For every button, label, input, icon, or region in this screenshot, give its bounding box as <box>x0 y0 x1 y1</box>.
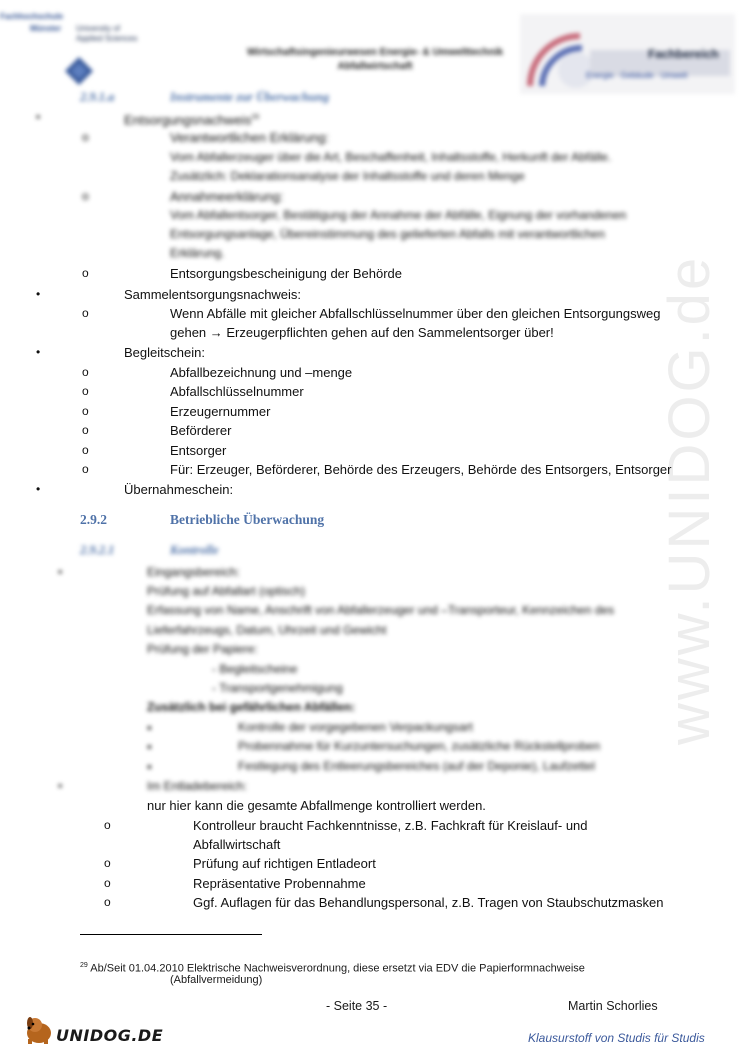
list-item: gehen → Erzeugerpflichten gehen auf den Sammelentsorger über! <box>170 325 554 340</box>
bullet: o <box>104 876 111 890</box>
list-item: Für: Erzeuger, Beförderer, Behörde des Erzeugers, Behörde des Entsorgers, Entsorger <box>170 462 672 477</box>
bullet: ▪ <box>147 720 152 735</box>
header-title-line1: Wirtschaftsingenieurwesen Energie- & Umwelttechnik <box>246 47 504 58</box>
list-item: Probennahme für Kurzuntersuchungen, zusätzliche Rückstellproben <box>238 739 601 753</box>
uni-name-line2b: University of <box>76 24 121 33</box>
bullet: ▪ <box>147 739 152 754</box>
list-item: Entsorgungsbescheinigung der Behörde <box>170 266 403 281</box>
list-item: Prüfung der Papiere: <box>147 642 258 656</box>
list-item: Zusätzlich bei gefährlichen Abfällen: <box>147 700 356 714</box>
uni-name-line2: Münster <box>30 24 62 33</box>
fachbereich-sub: Energie · Gebäude · Umwelt <box>586 71 688 80</box>
bullet: o <box>82 384 89 399</box>
list-item: Lieferfahrzeugs, Datum, Uhrzeit und Gewicht <box>147 623 387 637</box>
list-item: Ggf. Auflagen für das Behandlungspersonal, z.B. Tragen von Staubschutzmasken <box>193 895 664 910</box>
entsorgungsnachweis-label: Entsorgungsnachweis$^{29}$ <box>124 112 259 128</box>
list-item: Abfallschlüsselnummer <box>170 384 304 400</box>
list-item: Festlegung des Entleerungsbereiches (auf der Deponie), Laufzettel <box>238 759 595 773</box>
uni-name-line3: Applied Sciences <box>76 34 138 43</box>
author: Martin Schorlies <box>568 999 658 1013</box>
bullet: o <box>82 423 89 438</box>
begleitschein-label: Begleitschein: <box>124 345 205 360</box>
section-title: Kontrolle <box>170 543 219 557</box>
list-item: Entsorgungsanlage, Übereinstimmung des gelieferten Abfalls mit verantwortlichen <box>170 227 605 241</box>
fachbereich-label: Fachbereich <box>648 47 719 61</box>
page-number: - Seite 35 - <box>326 999 388 1013</box>
list-item: Vom Abfallerzeuger über die Art, Beschaffenheit, Inhaltsstoffe, Herkunft der Abfälle. <box>170 150 612 164</box>
section-title: Instrumente zur Überwachung <box>170 90 330 104</box>
list-item: Kontrolleur braucht Fachkenntnisse, z.B. Fachkraft für Kreislauf- und <box>193 818 588 833</box>
bullet: • <box>36 345 41 359</box>
bullet: o <box>82 442 89 457</box>
list-item: Erzeugernummer <box>170 403 271 419</box>
list-item: Prüfung auf Abfallart (optisch) <box>147 584 306 598</box>
list-item: Erklärung. <box>170 246 225 260</box>
bullet: • <box>58 779 63 793</box>
tagline: Klausurstoff von Studis für Studis <box>528 1031 705 1045</box>
list-item: Erfassung von Name, Anschrift von Abfallerzeuger und –Transporteur, Kennzeichen des <box>147 603 615 617</box>
bullet: • <box>36 482 41 496</box>
bullet: o <box>82 306 89 320</box>
uebernahmeschein-label: Übernahmeschein: <box>124 482 234 497</box>
footnote-divider <box>80 934 262 935</box>
list-item: Beförderer <box>170 423 232 439</box>
bullet: • <box>36 110 41 124</box>
dog-mascot-icon <box>22 1013 56 1045</box>
bullet: • <box>36 287 41 301</box>
header-title-line2: Abfallwirtschaft <box>337 61 413 72</box>
bullet: o <box>82 266 89 280</box>
list-item: Entsorger <box>170 442 227 458</box>
list-item: Annahmeerklärung: <box>170 189 284 204</box>
list-item: Wenn Abfälle mit gleicher Abfallschlüsselnummer über den gleichen Entsorgungsweg <box>170 306 661 321</box>
logo-text[interactable]: UNIDOG.DE <box>56 1026 164 1045</box>
bullet: o <box>104 818 111 832</box>
list-item: Verantwortlichen Erklärung: <box>170 130 329 145</box>
uni-logo-icon <box>64 56 94 86</box>
list-item: Zusätzlich: Deklarationsanalyse der Inhaltsstoffe und deren Menge <box>170 169 525 183</box>
section-number: 2.9.2 <box>80 512 107 527</box>
list-item: Kontrolle der vorgegebenen Verpackungsart <box>238 720 473 734</box>
list-item: - Begleitscheine <box>212 662 298 676</box>
watermark: www.UNIDOG.de <box>657 254 722 745</box>
bullet: o <box>104 856 111 870</box>
bullet: o <box>82 189 89 203</box>
list-item: Repräsentative Probennahme <box>193 876 366 891</box>
list-item: Prüfung auf richtigen Entladeort <box>193 856 376 871</box>
list-item: - Transportgenehmigung <box>212 681 343 695</box>
bullet: o <box>82 130 89 144</box>
bullet: ▪ <box>147 759 152 774</box>
bullet: o <box>104 895 111 909</box>
section-number: 2.9.1.a <box>80 90 115 104</box>
bullet: o <box>82 462 89 476</box>
bullet: • <box>58 565 63 579</box>
uni-name-line1: Fachhochschule <box>0 12 64 21</box>
sammelentsorgung-label: Sammelentsorgungsnachweis: <box>124 287 302 302</box>
entladebereich-intro: nur hier kann die gesamte Abfallmenge kontrolliert werden. <box>147 798 486 813</box>
list-item: Abfallwirtschaft <box>193 837 281 852</box>
list-item: Abfallbezeichnung und –menge <box>170 365 353 380</box>
entladebereich-label: Im Entladebereich: <box>147 779 248 793</box>
list-item: Vom Abfallentsorger, Bestätigung der Annahme der Abfälle, Eignung der vorhandenen <box>170 208 627 222</box>
section-number: 2.9.2.1 <box>80 543 115 557</box>
footnote: $^{29}$ Ab/Seit 01.04.2010 Elektrische Nachweisverordnung, diese ersetzt via EDV die Papierformnachweise <box>80 962 585 975</box>
eingangsbereich-label: Eingangsbereich: <box>147 565 240 579</box>
bullet: o <box>82 365 89 379</box>
section-title: Betriebliche Überwachung <box>170 512 325 527</box>
bullet: o <box>82 403 89 418</box>
footnote-line2: (Abfallvermeidung) <box>170 974 263 986</box>
